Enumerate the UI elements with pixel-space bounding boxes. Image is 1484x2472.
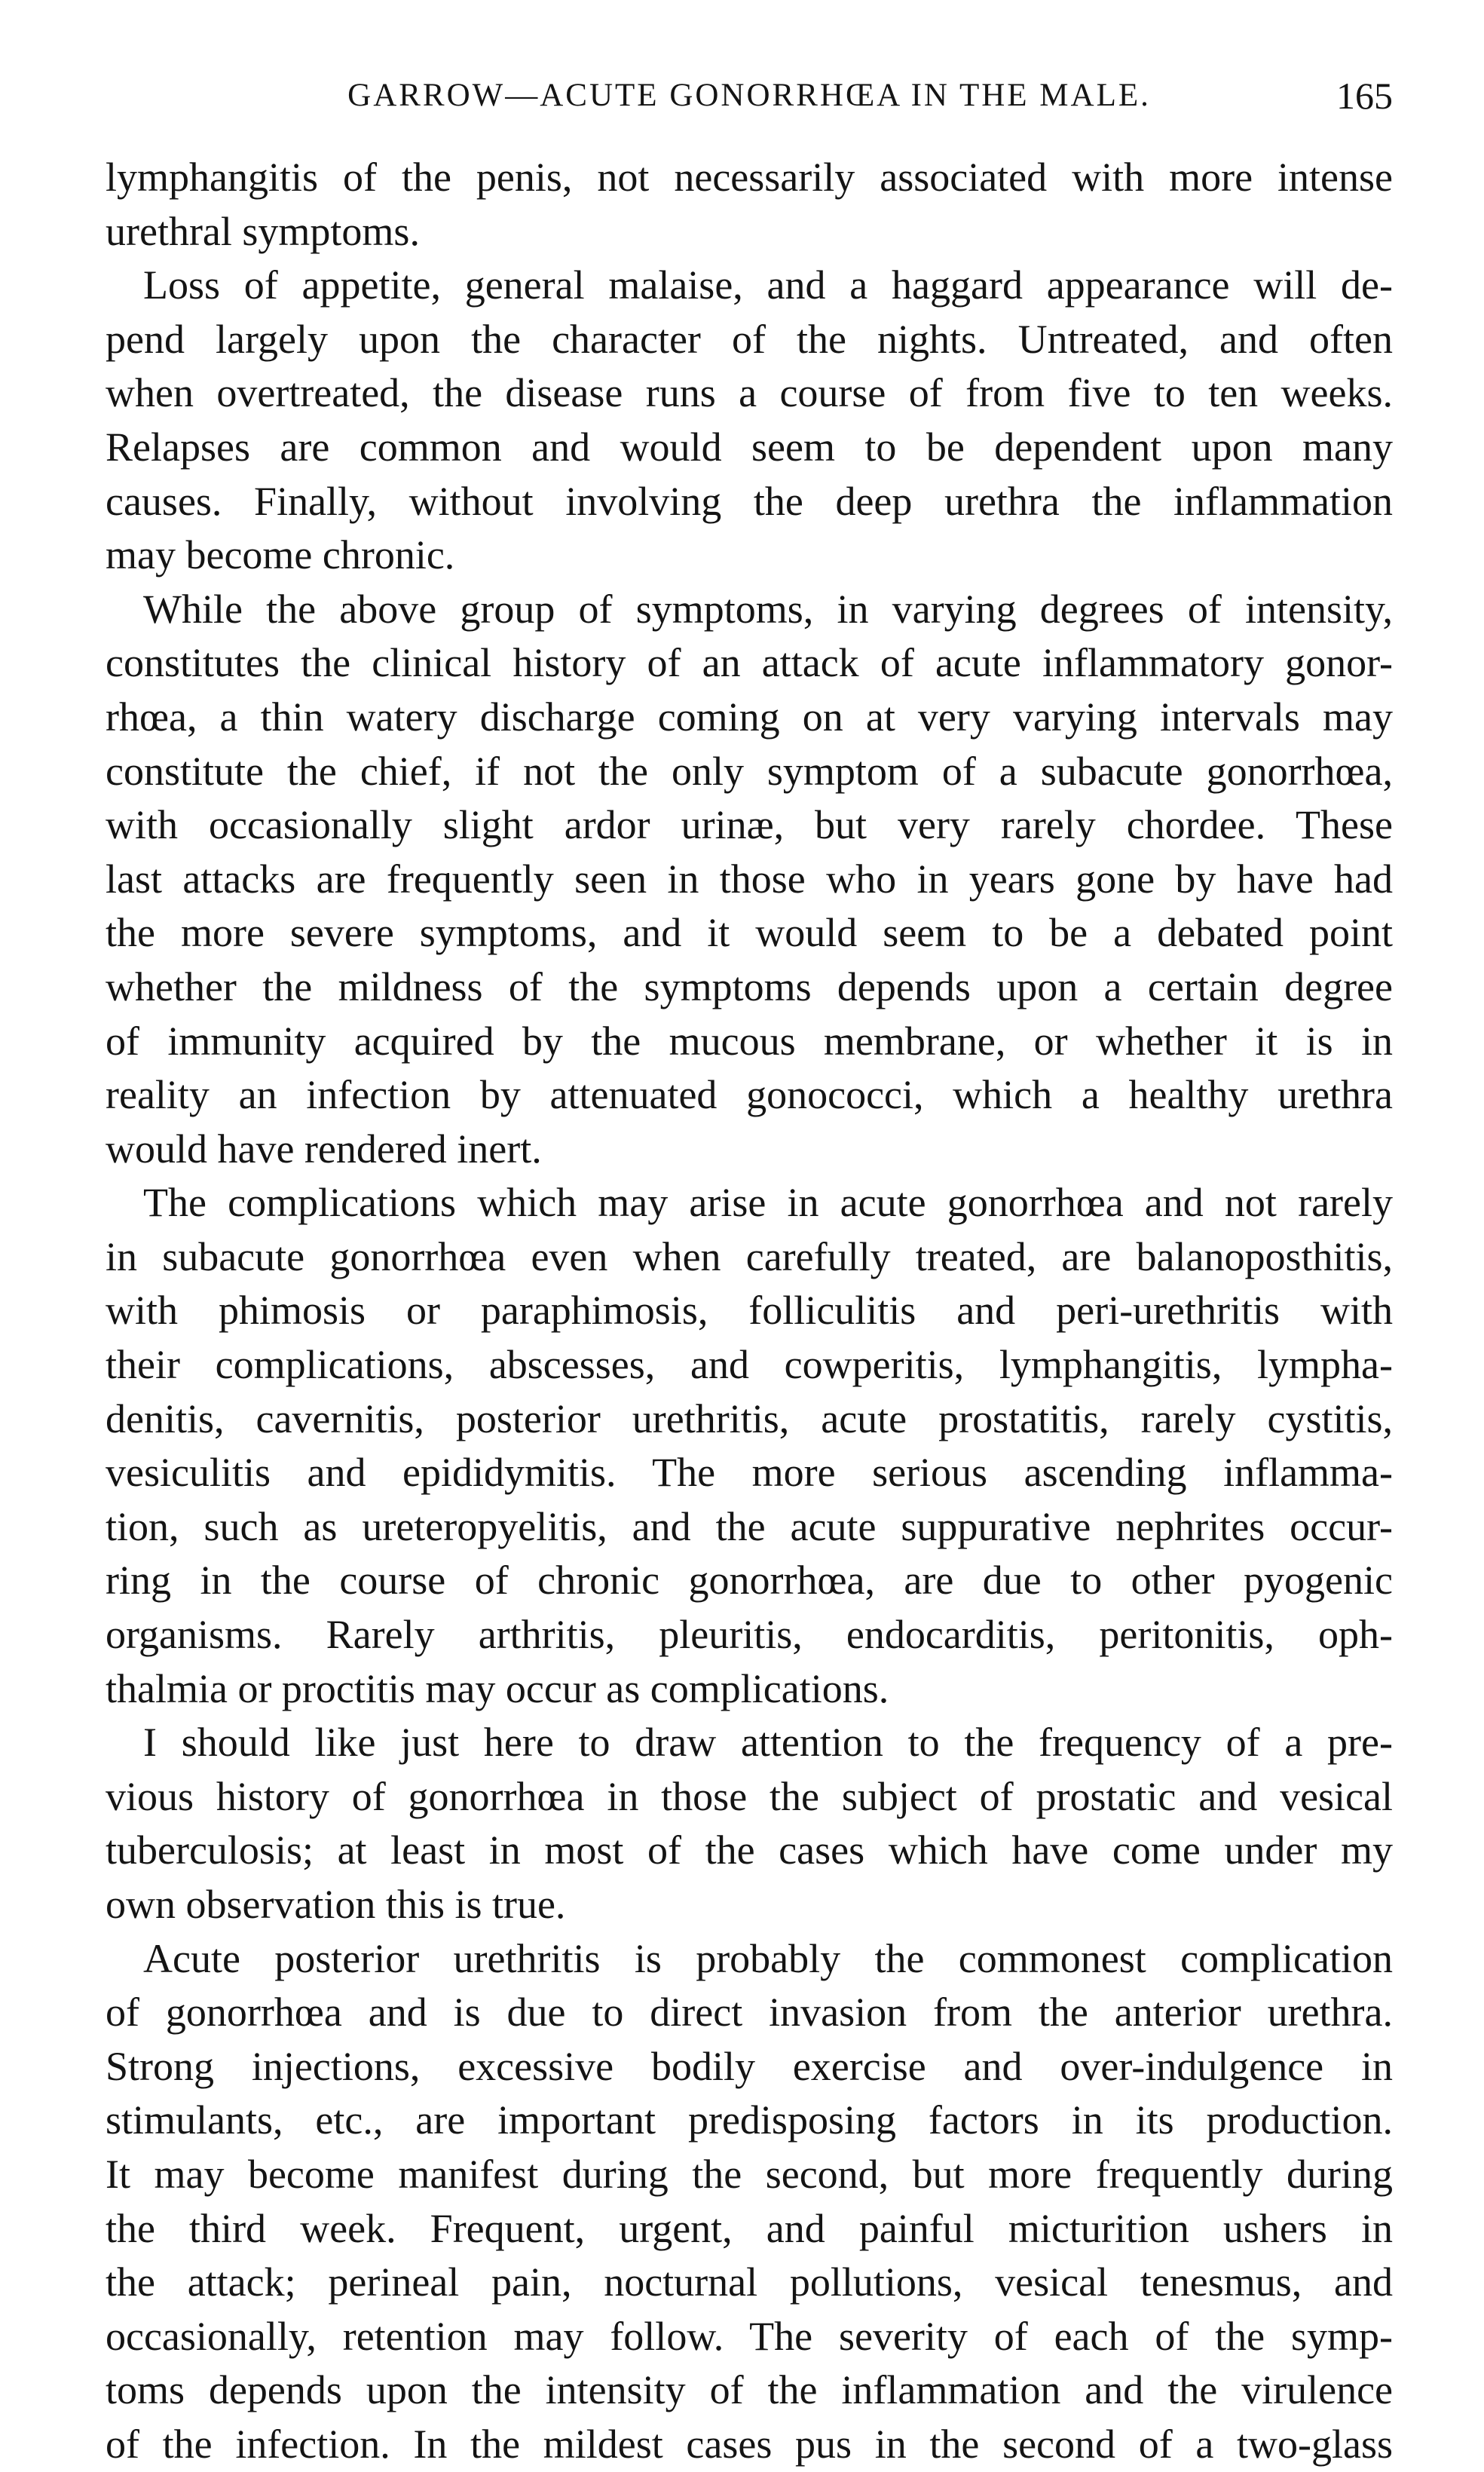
text-line: last attacks are frequently seen in those who in years gone by have had [106,856,1393,902]
text-line: when overtreated, the disease runs a course of from five to ten weeks. [106,370,1393,416]
text-line: Strong injections, excessive bodily exercise and over-indulgence in [106,2043,1393,2089]
text-line: occasionally, retention may follow. The severity of each of the symp- [106,2313,1393,2359]
text-line: in subacute gonorrhœa even when carefully treated, are balanoposthitis, [106,1233,1393,1279]
text-line: of the infection. In the mildest cases pus in the second of a two-glass [106,2421,1393,2467]
text-line: toms depends upon the intensity of the inflammation and the virulence [106,2367,1393,2413]
text-line: their complications, abscesses, and cowperitis, lymphangitis, lympha- [106,1342,1393,1388]
running-head [106,69,1393,122]
text-line: may become chronic. [106,532,455,578]
text-line: whether the mildness of the symptoms depends upon a certain degree [106,963,1393,1009]
text-line: constitutes the clinical history of an attack of acute inflammatory gonor- [106,640,1393,686]
text-line: denitis, cavernitis, posterior urethritis, acute prostatitis, rarely cystitis, [106,1395,1393,1441]
text-line: the attack; perineal pain, nocturnal pollutions, vesical tenesmus, and [106,2259,1393,2305]
text-line: the more severe symptoms, and it would seem to be a debated point [106,910,1393,956]
text-line: Loss of appetite, general malaise, and a haggard appearance will de- [143,262,1393,308]
text-line: would have rendered inert. [106,1126,542,1172]
text-line: vious history of gonorrhœa in those the subject of prostatic and vesical [106,1773,1393,1819]
text-line: reality an infection by attenuated gonococci, which a healthy urethra [106,1072,1393,1118]
text-line: of immunity acquired by the mucous membrane, or whether it is in [106,1018,1393,1064]
text-line: Acute posterior urethritis is probably the commonest complication [143,1935,1393,1981]
running-title: GARROW—ACUTE GONORRHŒA IN THE MALE. [347,78,1151,113]
text-line: While the above group of symptoms, in varying degrees of intensity, [143,586,1393,632]
text-line: the third week. Frequent, urgent, and painful micturition ushers in [106,2205,1393,2251]
text-line: Relapses are common and would seem to be dependent upon many [106,424,1393,470]
text-line: tuberculosis; at least in most of the cases which have come under my [106,1827,1393,1873]
text-line: lymphangitis of the penis, not necessarily associated with more intense [106,155,1393,200]
text-line: tion, such as ureteropyelitis, and the acute suppurative nephrites occur- [106,1503,1393,1549]
text-line: vesiculitis and epididymitis. The more serious ascending inflamma- [106,1450,1393,1496]
text-line: own observation this is true. [106,1882,566,1927]
text-line: organisms. Rarely arthritis, pleuritis, endocarditis, peritonitis, oph- [106,1612,1393,1658]
text-line: stimulants, etc., are important predisposing factors in its production. [106,2097,1393,2143]
text-line: rhœa, a thin watery discharge coming on at very varying intervals may [106,694,1393,740]
text-line: ring in the course of chronic gonorrhœa, are due to other pyogenic [106,1558,1393,1604]
text-line: constitute the chief, if not the only symptom of a subacute gonorrhœa, [106,748,1393,794]
text-line: causes. Finally, without involving the deep urethra the inflammation [106,478,1393,524]
text-line: with occasionally slight ardor urinæ, but very rarely chordee. These [106,802,1393,848]
body-text [106,151,1393,2472]
text-line: It may become manifest during the second, but more frequently during [106,2151,1393,2197]
text-line: of gonorrhœa and is due to direct invasion from the anterior urethra. [106,1990,1393,2035]
text-line: pend largely upon the character of the nights. Untreated, and often [106,316,1393,362]
text-line: I should like just here to draw attention to the frequency of a pre- [143,1720,1393,1766]
page-number: 165 [1336,75,1393,117]
text-line: thalmia or proctitis may occur as complications. [106,1665,889,1711]
text-line: urethral symptoms. [106,208,420,254]
text-line: The complications which may arise in acute gonorrhœa and not rarely [143,1180,1393,1226]
text-line: with phimosis or paraphimosis, folliculitis and peri-urethritis with [106,1288,1393,1334]
